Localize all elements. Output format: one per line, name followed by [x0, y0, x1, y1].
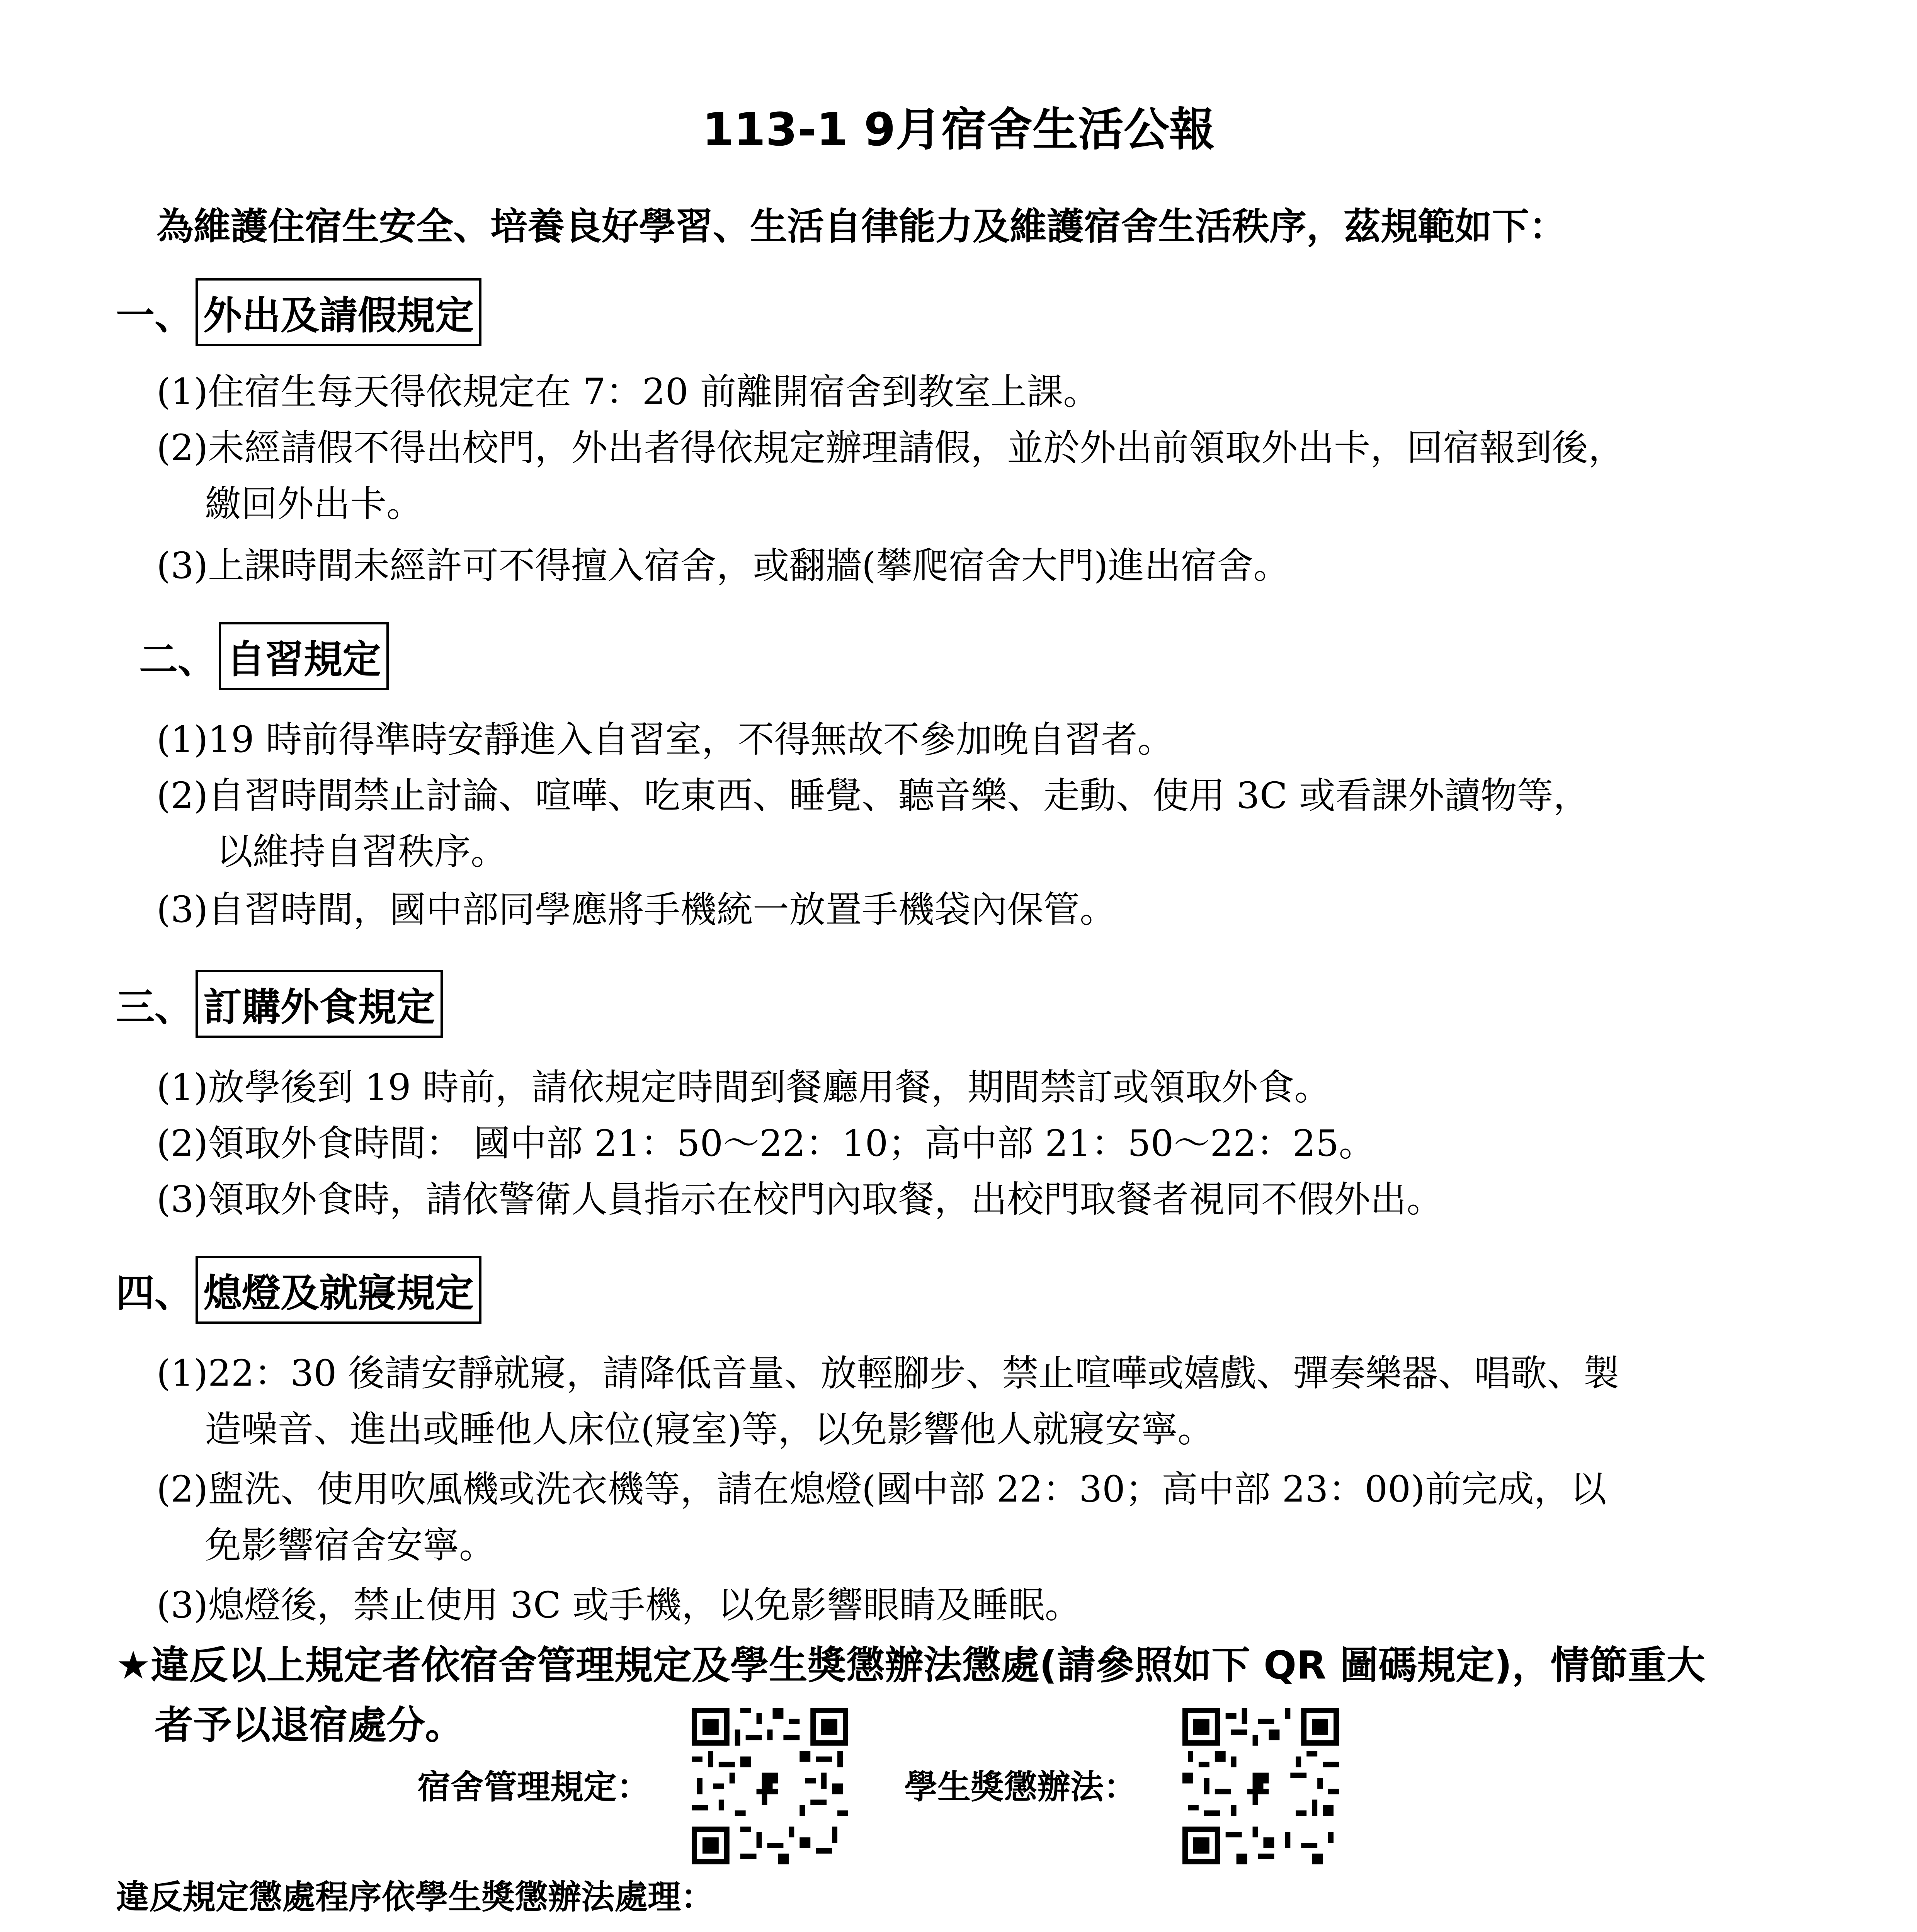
- section-4-item-2-cont: 免影響宿舍安寧。: [205, 1524, 496, 1566]
- section-3-title: 訂購外食規定: [196, 970, 443, 1038]
- section-2-item-3: (3)自習時間，國中部同學應將手機統一放置手機袋內保管。: [156, 889, 1116, 931]
- section-1-item-2: (2)未經請假不得出校門，外出者得依規定辦理請假，並於外出前領取外出卡，回宿報到後，: [156, 427, 1625, 469]
- section-4-item-1-cont: 造噪音、進出或睡他人床位(寢室)等，以免影響他人就寢安寧。: [205, 1408, 1214, 1451]
- section-1-number: 一、: [116, 293, 193, 338]
- intro-text: 為維護住宿生安全、培養良好學習、生活自律能力及維護宿舍生活秩序，茲規範如下：: [156, 205, 1566, 248]
- section-4-item-3: (3)熄燈後，禁止使用 3C 或手機，以免影響眼睛及睡眠。: [156, 1584, 1081, 1626]
- section-3-item-3: (3)領取外食時，請依警衛人員指示在校門內取餐，出校門取餐者視同不假外出。: [156, 1179, 1443, 1221]
- qr-code-dorm-rules[interactable]: [692, 1708, 848, 1864]
- section-1-item-2-cont: 繳回外出卡。: [205, 483, 423, 525]
- page-title: 113-1 9月宿舍生活公報: [702, 103, 1215, 156]
- qr-label-dorm-rules: 宿舍管理規定：: [417, 1768, 650, 1806]
- section-3-item-2: (2)領取外食時間： 國中部 21：50～22：10；高中部 21：50～22：25。: [156, 1122, 1375, 1165]
- section-4-number: 四、: [116, 1270, 193, 1316]
- section-4-title: 熄燈及就寢規定: [196, 1256, 481, 1324]
- section-2-item-2: (2)自習時間禁止討論、喧嘩、吃東西、睡覺、聽音樂、走動、使用 3C 或看課外讀物等，: [156, 775, 1590, 817]
- section-1-title: 外出及請假規定: [196, 278, 481, 346]
- section-3-heading: [116, 970, 443, 1038]
- qr-code-reward-rules[interactable]: [1182, 1708, 1339, 1864]
- section-2-item-1: (1)19 時前得準時安靜進入自習室，不得無故不參加晚自習者。: [156, 719, 1174, 761]
- section-4-item-2: (2)盥洗、使用吹風機或洗衣機等，請在熄燈(國中部 22：30；高中部 23：00)前完成，以: [156, 1468, 1607, 1510]
- section-2-heading: [139, 622, 389, 690]
- section-1-item-3: (3)上課時間未經許可不得擅入宿舍，或翻牆(攀爬宿舍大門)進出宿舍。: [156, 545, 1290, 587]
- section-1-heading: [116, 278, 481, 346]
- section-2-item-2-cont: 以維持自習秩序。: [216, 831, 507, 873]
- section-3-number: 三、: [116, 985, 193, 1030]
- qr-label-reward-rules: 學生獎懲辦法：: [904, 1768, 1137, 1806]
- process-heading: 違反規定懲處程序依學生獎懲辦法處理：: [116, 1878, 714, 1917]
- section-4-item-1: (1)22：30 後請安靜就寢，請降低音量、放輕腳步、禁止喧嘩或嬉戲、彈奏樂器、唱歌、製: [156, 1352, 1620, 1395]
- qr-code-icon: [692, 1708, 848, 1864]
- section-2-number: 二、: [139, 637, 216, 682]
- section-2-title: 自習規定: [219, 622, 389, 690]
- section-1-item-1: (1)住宿生每天得依規定在 7：20 前離開宿舍到教室上課。: [156, 371, 1100, 413]
- qr-code-icon: [1182, 1708, 1339, 1864]
- warning-line-1: ★違反以上規定者依宿舍管理規定及學生獎懲辦法懲處(請參照如下 QR 圖碼規定)，情節重大: [116, 1643, 1705, 1688]
- section-4-heading: [116, 1256, 481, 1324]
- warning-line-2: 者予以退宿處分。: [155, 1702, 464, 1748]
- section-3-item-1: (1)放學後到 19 時前，請依規定時間到餐廳用餐，期間禁訂或領取外食。: [156, 1066, 1331, 1109]
